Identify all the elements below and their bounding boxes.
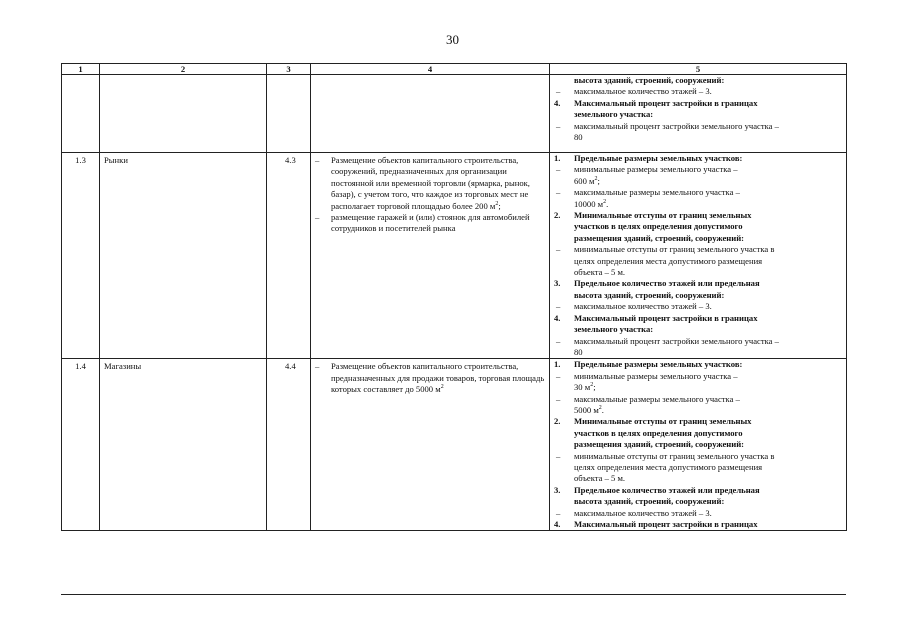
desc-text [331,155,545,212]
dash-marker: – [556,164,561,175]
footer-rule [61,594,846,595]
cell-code: 4.3 [267,153,311,359]
param-bullet [554,301,842,312]
dash-marker: – [556,393,561,404]
dash-marker: – [556,86,561,97]
param-text: максимальные размеры земельного участка – [574,393,740,404]
superscript: 2 [603,198,607,205]
param-heading-text: Максимальный процент застройки в границах [574,519,758,529]
value-end: . [601,404,604,415]
number-marker: 1. [554,153,561,163]
param-value [554,199,842,210]
param-value [554,382,842,393]
param-bullet [554,336,842,347]
cell-name: Магазины [100,359,267,531]
param-text: максимальное количество этажей – 3. [574,507,712,518]
param-heading [554,416,842,427]
param-line: земельного участка: [574,109,654,120]
param-heading-text: Минимальные отступы от границ земельных [574,416,752,427]
number-marker: 3. [554,484,561,495]
dash-marker: – [556,450,561,461]
number-marker: 4. [554,519,561,529]
cell-description [311,359,550,531]
desc-text-main: Размещение объектов капитального строительства, сооружений, предназначенных для организации постоянной или временной торговли (ярмарка, рынок, базар), с учетом того, что каждое из торговых мест не располагает торговой площадью более 200 м [331,155,530,211]
number-marker: 2. [554,210,561,221]
header-col-2: 2 [100,64,267,75]
dash-marker: – [556,244,561,255]
cell-num: 1.4 [62,359,100,531]
param-heading-text: Предельное количество этажей или предельная [574,484,760,495]
param-line: объекта – 5 м. [574,267,626,278]
param-bullet [554,164,842,175]
number-marker: 4. [554,312,561,323]
superscript: 2 [495,200,499,207]
dash-marker: – [315,361,320,372]
param-bullet [554,394,842,405]
param-line: целях определения места допустимого размещения [574,255,763,266]
param-text: минимальные отступы от границ земельного участка в [574,450,775,461]
param-line: высота зданий, строений, сооружений: [574,496,725,507]
table-row-markets [62,153,847,359]
param-line: высота зданий, строений, сооружений: [574,289,725,300]
header-col-5: 5 [550,64,847,75]
superscript: 2 [594,175,598,182]
param-line: размещения зданий, строений, сооружений: [574,439,745,450]
param-value: 80 [574,132,583,143]
param-bullet [554,86,842,97]
param-text: максимальный процент застройки земельного участка – [574,120,779,131]
value-text: 600 м [574,175,595,186]
param-bullet [554,121,842,132]
superscript: 2 [598,405,602,412]
param-heading-text: Предельное количество этажей или предельная [574,278,760,289]
param-line: земельного участка: [574,324,654,335]
param-line: целях определения места допустимого размещения [574,461,763,472]
dash-marker: – [556,370,561,381]
desc-bullet [315,361,545,395]
param-line: размещения зданий, строений, сооружений: [574,232,745,243]
param-text: максимальный процент застройки земельного участка – [574,335,779,346]
number-marker: 3. [554,278,561,289]
value-text: 30 м [574,382,591,393]
cell-parameters [550,153,847,359]
cell-name-empty [100,75,267,153]
value-end: ; [597,175,600,186]
desc-text-main: Размещение объектов капитального строительства, предназначенных для продажи товаров, торговая площадь которых составляет до 5000 м [331,361,545,395]
desc-bullet [315,155,545,212]
param-heading [554,485,842,496]
dash-marker: – [315,212,320,223]
param-bullet [554,451,842,462]
header-col-4: 4 [311,64,550,75]
param-heading-text: Предельные размеры земельных участков: [574,153,743,163]
param-text: минимальные размеры земельного участка – [574,370,738,381]
param-heading-text: Максимальный процент застройки в границах [574,97,758,108]
desc-text [331,361,545,395]
dash-marker: – [556,335,561,346]
param-bullet [554,187,842,198]
value-text: 10000 м [574,198,604,209]
dash-marker: – [556,507,561,518]
param-value [554,405,842,416]
param-heading [554,278,842,289]
value-end: ; [593,382,596,393]
dash-marker: – [556,120,561,131]
header-col-3: 3 [267,64,311,75]
superscript: 2 [440,384,444,391]
number-marker: 1. [554,359,561,370]
param-line: участков в целях определения допустимого [574,427,743,438]
param-heading-text: Максимальный процент застройки в границах [574,312,758,323]
param-text: максимальное количество этажей – 3. [574,86,712,97]
param-heading [554,98,842,109]
param-heading [554,210,842,221]
cell-parameters [550,359,847,531]
dash-marker: – [556,187,561,198]
superscript: 2 [590,382,594,389]
desc-text-end: ; [498,200,501,211]
page-number: 30 [446,32,459,47]
table-row-shops [62,359,847,531]
dash-marker: – [315,155,320,165]
dash-marker: – [556,301,561,312]
param-value [554,176,842,187]
param-value: 80 [574,346,583,357]
param-text: минимальные размеры земельного участка – [574,164,738,175]
cell-code: 4.4 [267,359,311,531]
param-heading-text: Минимальные отступы от границ земельных [574,210,752,221]
cell-desc-empty [311,75,550,153]
param-heading [554,313,842,324]
param-text: максимальное количество этажей – 3. [574,301,712,312]
param-heading [554,359,842,370]
cell-code-empty [267,75,311,153]
param-bullet [554,244,842,255]
table-header-row [62,64,847,75]
param-line: высота зданий, строений, сооружений: [574,75,725,85]
value-text: 5000 м [574,404,599,415]
table-row-continuation [62,75,847,153]
cell-name: Рынки [100,153,267,359]
param-heading-text: Предельные размеры земельных участков: [574,359,743,370]
header-col-1: 1 [62,64,100,75]
desc-bullet [315,212,545,235]
cell-params-continuation [550,75,847,153]
cell-num-empty [62,75,100,153]
param-heading [554,519,842,530]
param-text: минимальные отступы от границ земельного участка в [574,244,775,255]
desc-text: размещение гаражей и (или) стоянок для автомобилей сотрудников и посетителей рынка [331,212,530,234]
param-heading [554,153,842,164]
cell-num: 1.3 [62,153,100,359]
number-marker: 2. [554,416,561,427]
param-bullet [554,371,842,382]
param-line: объекта – 5 м. [574,473,626,484]
param-line: участков в целях определения допустимого [574,221,743,232]
cell-description [311,153,550,359]
param-bullet [554,508,842,519]
number-marker: 4. [554,97,561,108]
param-text: максимальные размеры земельного участка – [574,187,740,198]
value-end: . [606,198,609,209]
zoning-regulations-table [61,63,847,531]
